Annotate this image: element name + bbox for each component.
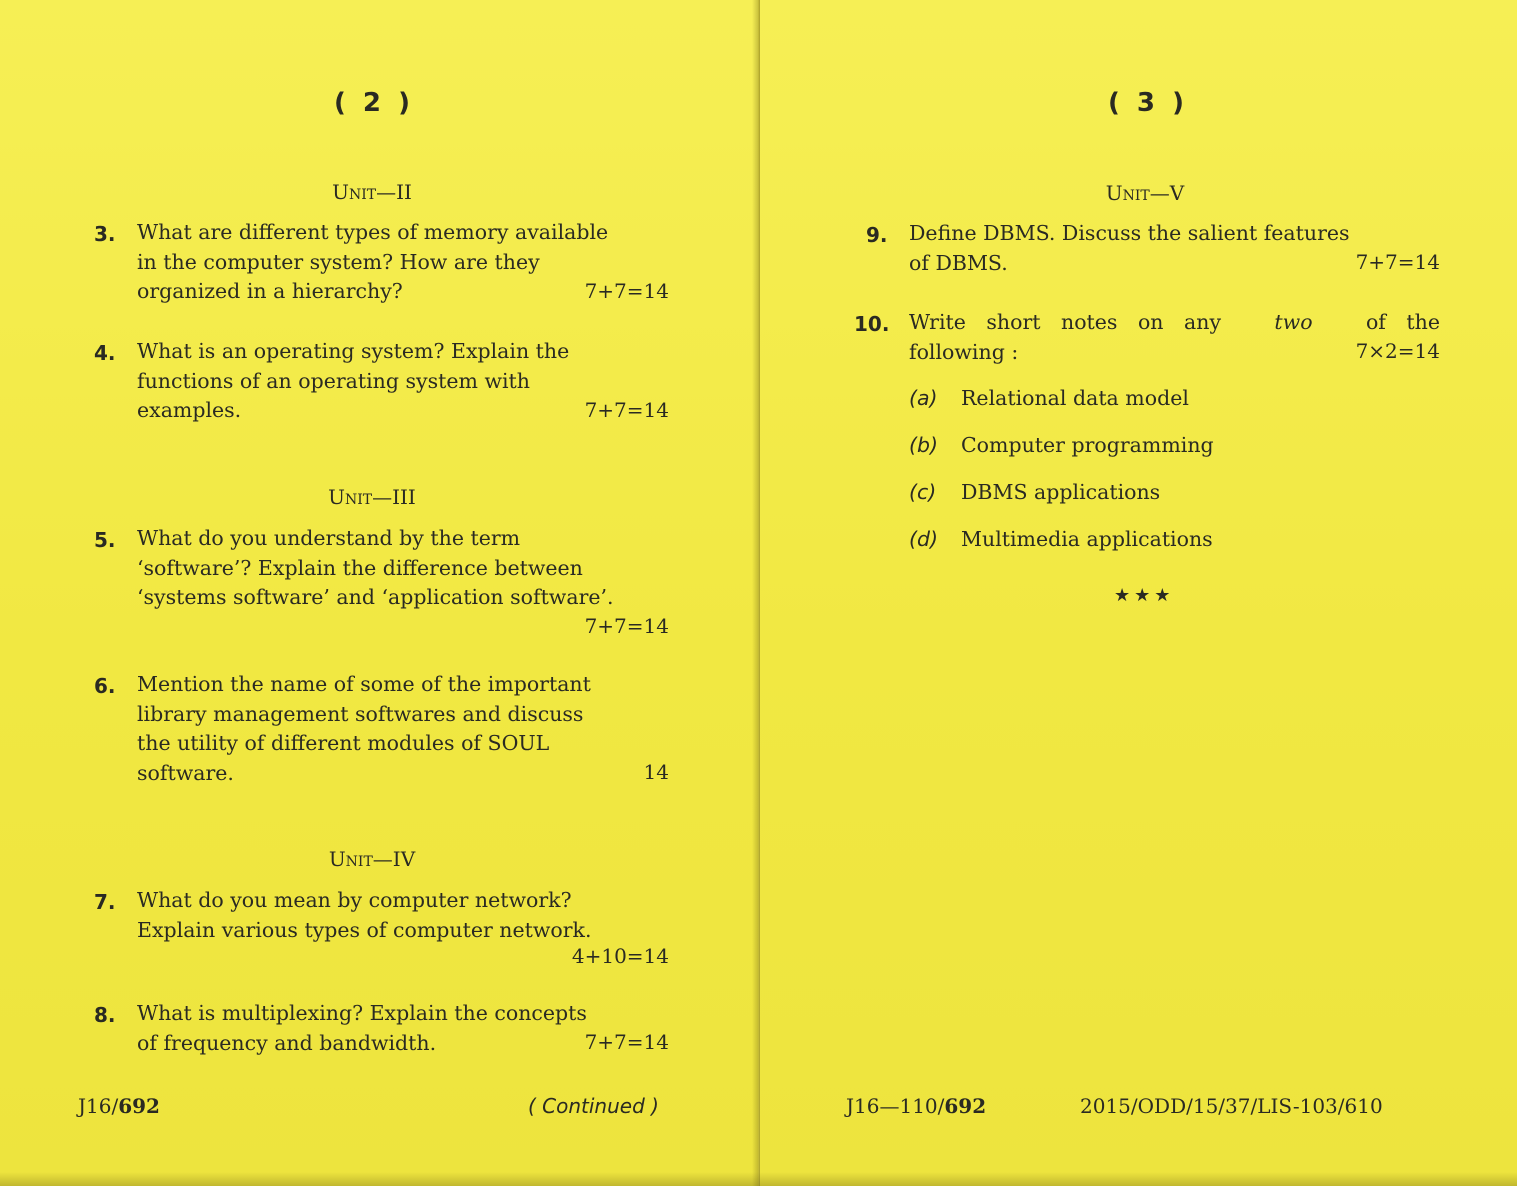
- question-line: What do you mean by computer network?: [137, 888, 572, 912]
- question-number: 5.: [94, 528, 116, 552]
- question-line: Write short notes on any two of the: [909, 310, 1440, 334]
- question-line: the utility of different modules of SOUL: [137, 731, 550, 755]
- marks: 7+7=14: [584, 1030, 669, 1054]
- question-line: examples.: [137, 398, 242, 422]
- question-line: software.: [137, 760, 234, 785]
- unit-heading: Unit—III: [328, 485, 416, 509]
- question-line: organized in a hierarchy?: [137, 279, 403, 303]
- question-line: What are different types of memory available: [137, 220, 609, 244]
- question-line: What is multiplexing? Explain the concepts: [137, 1001, 587, 1025]
- question-line: library management softwares and discuss: [137, 701, 584, 726]
- marks: 7+7=14: [1355, 250, 1440, 274]
- question-number: 8.: [94, 1003, 116, 1027]
- question-number: 9.: [866, 223, 888, 247]
- question-line: ‘software’? Explain the difference between: [137, 555, 583, 580]
- marks: 4+10=14: [571, 944, 669, 968]
- question-line: in the computer system? How are they: [137, 249, 540, 274]
- marks: 7+7=14: [584, 398, 669, 422]
- right-page: [760, 0, 1517, 1186]
- list-item: (c) DBMS applications: [909, 480, 1161, 504]
- question-number: 10.: [854, 312, 890, 336]
- unit-heading: Unit—V: [1105, 181, 1185, 205]
- question-line: What do you understand by the term: [137, 526, 521, 550]
- page-number: ( 3 ): [1108, 88, 1188, 118]
- question-line: ‘systems software’ and ‘application software’.: [137, 585, 614, 609]
- page-edge-shadow: [0, 1172, 1517, 1186]
- question-line: functions of an operating system with: [137, 368, 530, 393]
- question-number: 3.: [94, 222, 116, 246]
- question-line: What is an operating system? Explain the: [137, 339, 570, 363]
- question-line: of DBMS.: [909, 250, 1008, 275]
- footer-code: J16/692: [78, 1094, 160, 1118]
- question-number: 6.: [94, 674, 116, 698]
- list-item: (b) Computer programming: [909, 433, 1214, 457]
- question-line: Explain various types of computer network.: [137, 917, 592, 942]
- question-number: 7.: [94, 890, 116, 914]
- left-page: [0, 0, 758, 1186]
- footer-code: J16—110/692: [846, 1094, 987, 1118]
- marks: 7+7=14: [584, 614, 669, 638]
- unit-heading: Unit—IV: [328, 847, 416, 871]
- marks: 7×2=14: [1355, 339, 1440, 363]
- question-line: Mention the name of some of the important: [137, 672, 591, 696]
- page-number: ( 2 ): [334, 88, 414, 118]
- question-line: following :: [909, 339, 1019, 364]
- marks: 7+7=14: [584, 279, 669, 303]
- question-line: Define DBMS. Discuss the salient features: [909, 221, 1350, 245]
- unit-heading: Unit—II: [332, 180, 412, 204]
- list-item: (d) Multimedia applications: [909, 527, 1213, 551]
- end-mark: ★★★: [1114, 585, 1175, 606]
- list-item: (a) Relational data model: [909, 386, 1189, 410]
- question-number: 4.: [94, 341, 116, 365]
- question-line: of frequency and bandwidth.: [137, 1030, 437, 1055]
- paper-code: 2015/ODD/15/37/LIS-103/610: [1080, 1094, 1383, 1118]
- marks: 14: [643, 760, 669, 784]
- continued-label: ( Continued ): [528, 1094, 659, 1118]
